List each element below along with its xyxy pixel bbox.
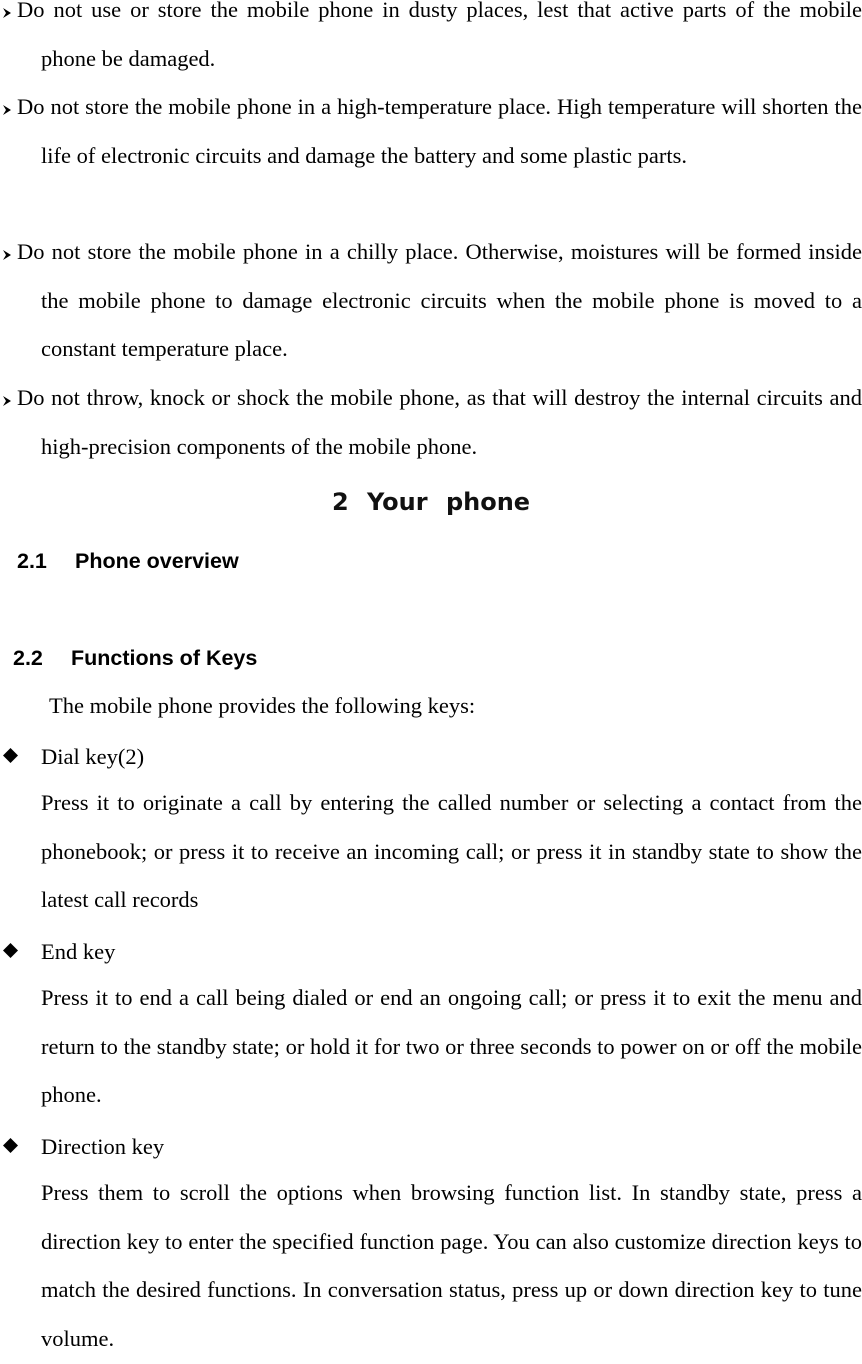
precaution-text: Do not throw, knock or shock the mobile phone, as that will destroy the internal circuits and high-precision components of the mobile phone. [17, 385, 862, 459]
diamond-bullet-icon [3, 1138, 18, 1153]
chapter-number: 2 [331, 488, 349, 516]
key-description: Press it to originate a call by entering the called number or selecting a contact from the phonebook; or press it to receive an incoming call; or press it in standby state to show the latest call records [41, 790, 862, 913]
section-number: 2.1 [17, 549, 47, 573]
arrow-bullet-icon [2, 248, 13, 262]
section-heading [13, 646, 257, 671]
key-description: Press them to scroll the options when browsing function list. In standby state, press a direction key to enter the specified function page. You can also customize direction keys to match the desired functions. In conversation status, press up or down direction key to tune volume. [41, 1180, 862, 1352]
precaution-item [0, 94, 862, 180]
key-title: End key [41, 939, 116, 964]
diamond-bullet-icon [3, 748, 18, 763]
intro-text: The mobile phone provides the following keys: [49, 693, 476, 718]
precaution-text: Do not store the mobile phone in a high-temperature place. High temperature will shorten the life of electronic circuits and damage the battery and some plastic parts. [17, 94, 862, 168]
key-description: Press it to end a call being dialed or end an ongoing call; or press it to exit the menu and return to the standby state; or hold it for two or three seconds to power on or off the mobile phone. [41, 985, 862, 1108]
chapter-title: Your phone [367, 488, 531, 516]
precaution-item [0, 385, 862, 471]
arrow-bullet-icon [2, 103, 13, 117]
section-title: Functions of Keys [71, 646, 258, 670]
precaution-text: Do not store the mobile phone in a chilly place. Otherwise, moistures will be formed inside the mobile phone to damage electronic circuits when the mobile phone is moved to a constant temperature place. [17, 239, 862, 361]
precaution-item [0, 0, 862, 83]
section-heading [17, 549, 239, 574]
precaution-text: Do not use or store the mobile phone in dusty places, lest that active parts of the mobile phone be damaged. [17, 0, 862, 71]
arrow-bullet-icon [2, 394, 13, 408]
precaution-item [0, 239, 862, 374]
arrow-bullet-icon [2, 6, 13, 20]
section-title: Phone overview [75, 549, 239, 573]
section-number: 2.2 [13, 646, 43, 670]
key-title: Dial key(2) [41, 744, 145, 769]
key-title: Direction key [41, 1134, 165, 1159]
chapter-heading [0, 488, 862, 516]
diamond-bullet-icon [3, 943, 18, 958]
